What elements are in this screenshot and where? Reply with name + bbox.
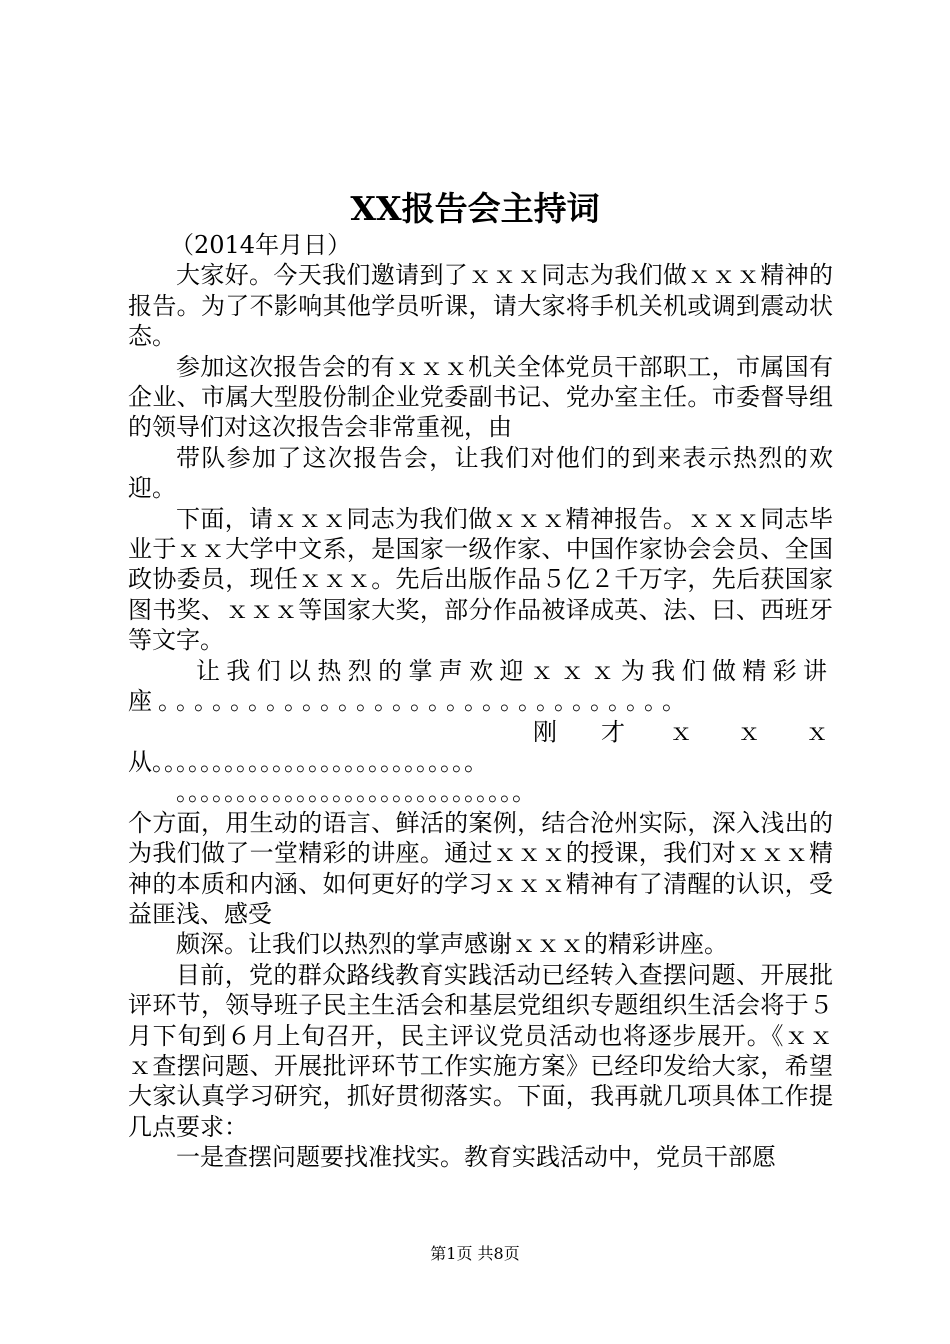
- paragraph: 。。。。。。。。。。。。。。。。。。。。。。。。。。。。。: [176, 778, 536, 807]
- paragraph: 颇深。让我们以热烈的掌声感谢ｘｘｘ的精彩讲座。: [176, 930, 728, 959]
- paragraph: 从。。。。。。。。。。。。。。。。。。。。。。。。。。。: [128, 747, 488, 776]
- paragraph: 下面，请ｘｘｘ同志为我们做ｘｘｘ精神报告。ｘｘｘ同志毕业于ｘｘ大学中文系，是国家一级作家、中国作家协会会员、全国政协委员，现任ｘｘｘ。先后出版作品５亿２千万字，先后获国家图书奖、ｘｘｘ等国家大奖，部分作品被译成英、法、曰、西班牙等文字。: [128, 504, 833, 655]
- paragraph: 刚才ｘｘｘ: [533, 717, 873, 746]
- date-line: （2014年月日）: [170, 231, 352, 259]
- paragraph: 带队参加了这次报告会，让我们对他们的到来表示热烈的欢迎。: [128, 443, 833, 503]
- document-title: XX报告会主持词: [350, 189, 600, 228]
- paragraph: 让我们以热烈的掌声欢迎ｘｘｘ为我们做精彩讲座。。。。。。。。。。。。。。。。。。。。。。。。。。。。。: [128, 656, 833, 716]
- paragraph: 参加这次报告会的有ｘｘｘ机关全体党员干部职工，市属国有企业、市属大型股份制企业党委副书记、党办室主任。市委督导组的领导们对这次报告会非常重视，由: [128, 352, 833, 442]
- paragraph: 大家好。今天我们邀请到了ｘｘｘ同志为我们做ｘｘｘ精神的报告。为了不影响其他学员听课，请大家将手机关机或调到震动状态。: [128, 261, 833, 351]
- paragraph: 一是查摆问题要找准找实。教育实践活动中，党员干部愿: [176, 1143, 776, 1172]
- paragraph: 个方面，用生动的语言、鲜活的案例，结合沧州实际，深入浅出的为我们做了一堂精彩的讲座。通过ｘｘｘ的授课，我们对ｘｘｘ精神的本质和内涵、如何更好的学习ｘｘｘ精神有了清醒的认识，受益匪浅、感受: [128, 808, 833, 928]
- page-footer: 第1页 共8页: [430, 1244, 520, 1263]
- paragraph: 目前，党的群众路线教育实践活动已经转入查摆问题、开展批评环节，领导班子民主生活会和基层党组织专题组织生活会将于５月下旬到６月上旬召开，民主评议党员活动也将逐步展开。《ｘｘｘ查摆问题、开展批评环节工作实施方案》已经印发给大家，希望大家认真学习研究，抓好贯彻落实。下面，我再就几项具体工作提几点要求：: [128, 960, 833, 1141]
- document-body: [128, 230, 873, 1173]
